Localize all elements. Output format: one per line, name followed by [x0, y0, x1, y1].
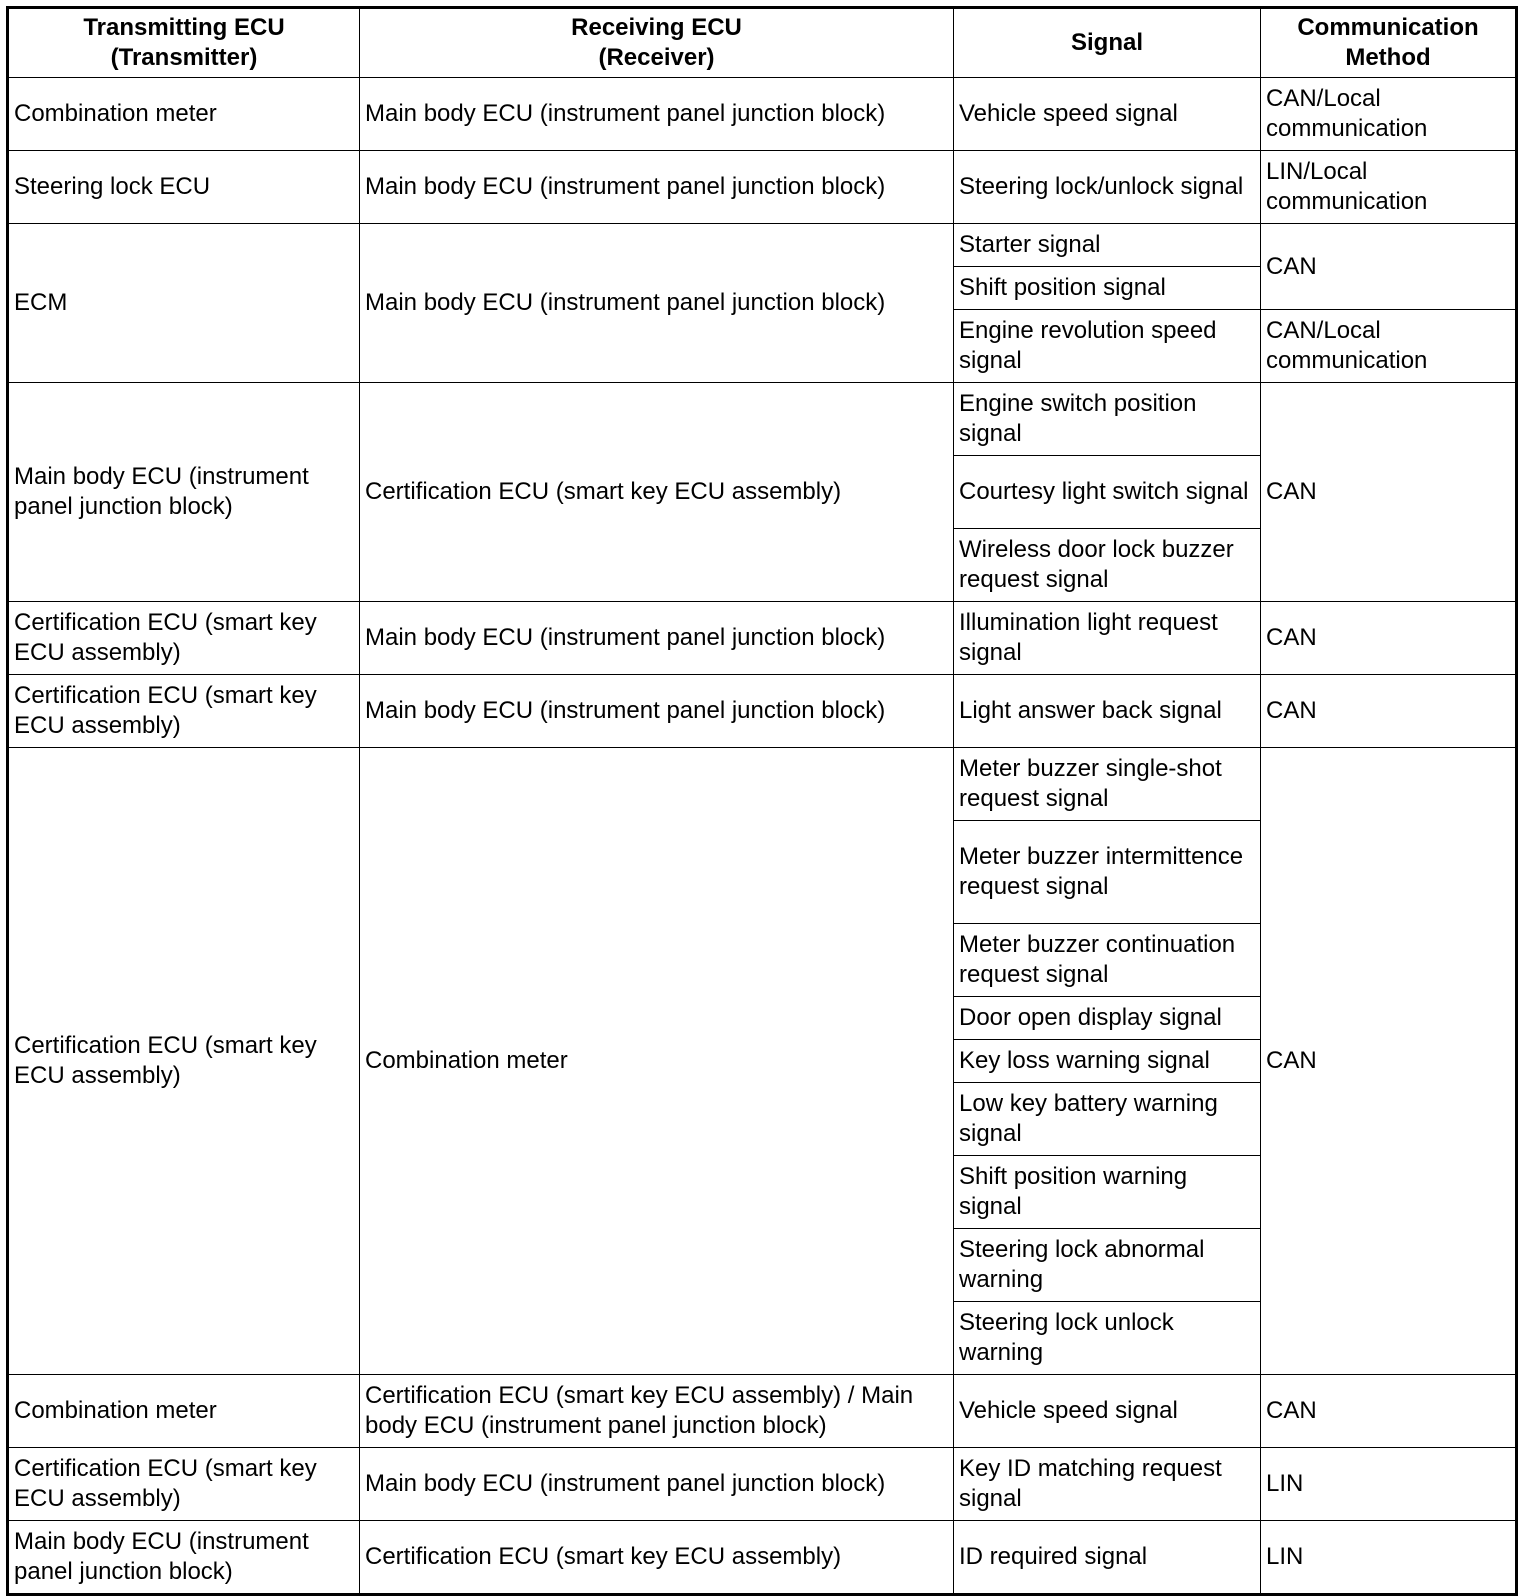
transmitter-cell: Certification ECU (smart key ECU assembly): [8, 1448, 360, 1521]
transmitter-cell: Main body ECU (instrument panel junction block): [8, 383, 360, 602]
signal-cell: Engine revolution speed signal: [954, 310, 1261, 383]
signal-cell: Vehicle speed signal: [954, 78, 1261, 151]
ecu-communication-table: [6, 6, 1518, 1596]
header-receiver-line1: Receiving ECU: [571, 14, 742, 41]
method-cell: CAN: [1261, 748, 1517, 1375]
signal-cell: Key ID matching request signal: [954, 1448, 1261, 1521]
signal-cell: ID required signal: [954, 1521, 1261, 1595]
receiver-cell: Main body ECU (instrument panel junction block): [360, 602, 954, 675]
table-row: [8, 1448, 1517, 1521]
signal-cell: Key loss warning signal: [954, 1040, 1261, 1083]
header-row: [8, 8, 1517, 78]
method-cell: CAN: [1261, 224, 1517, 310]
header-transmitter: [8, 8, 360, 78]
receiver-cell: Certification ECU (smart key ECU assembly) / Main body ECU (instrument panel junction block): [360, 1375, 954, 1448]
table-row: [8, 383, 1517, 456]
signal-cell: Door open display signal: [954, 997, 1261, 1040]
header-method-line2: Method: [1345, 44, 1431, 71]
receiver-cell: Main body ECU (instrument panel junction block): [360, 78, 954, 151]
transmitter-cell: Main body ECU (instrument panel junction block): [8, 1521, 360, 1595]
method-cell: CAN: [1261, 1375, 1517, 1448]
method-cell: CAN/Local communication: [1261, 310, 1517, 383]
signal-cell: Meter buzzer single-shot request signal: [954, 748, 1261, 821]
transmitter-cell: Combination meter: [8, 78, 360, 151]
transmitter-cell: Combination meter: [8, 1375, 360, 1448]
signal-cell: Courtesy light switch signal: [954, 456, 1261, 529]
signal-cell: Meter buzzer intermittence request signal: [954, 821, 1261, 924]
method-cell: CAN: [1261, 383, 1517, 602]
signal-cell: Shift position signal: [954, 267, 1261, 310]
method-cell: CAN/Local communication: [1261, 78, 1517, 151]
header-receiver: [360, 8, 954, 78]
signal-cell: Shift position warning signal: [954, 1156, 1261, 1229]
method-cell: LIN/Local communication: [1261, 151, 1517, 224]
method-cell: LIN: [1261, 1521, 1517, 1595]
signal-cell: Engine switch position signal: [954, 383, 1261, 456]
receiver-cell: Certification ECU (smart key ECU assembly): [360, 383, 954, 602]
transmitter-cell: Certification ECU (smart key ECU assembly): [8, 602, 360, 675]
method-cell: CAN: [1261, 675, 1517, 748]
transmitter-cell: ECM: [8, 224, 360, 383]
table-row: [8, 224, 1517, 267]
table-row: [8, 78, 1517, 151]
signal-cell: Steering lock/unlock signal: [954, 151, 1261, 224]
receiver-cell: Main body ECU (instrument panel junction block): [360, 224, 954, 383]
signal-cell: Wireless door lock buzzer request signal: [954, 529, 1261, 602]
receiver-cell: Main body ECU (instrument panel junction block): [360, 151, 954, 224]
header-signal: Signal: [954, 8, 1261, 78]
table-row: [8, 1375, 1517, 1448]
table-row: [8, 1521, 1517, 1595]
receiver-cell: Combination meter: [360, 748, 954, 1375]
table-row: [8, 748, 1517, 821]
header-method: [1261, 8, 1517, 78]
signal-cell: Starter signal: [954, 224, 1261, 267]
signal-cell: Vehicle speed signal: [954, 1375, 1261, 1448]
header-method-line1: Communication: [1297, 14, 1479, 41]
transmitter-cell: Certification ECU (smart key ECU assembly): [8, 748, 360, 1375]
signal-cell: Steering lock abnormal warning: [954, 1229, 1261, 1302]
header-receiver-line2: (Receiver): [598, 44, 715, 71]
method-cell: CAN: [1261, 602, 1517, 675]
signal-cell: Light answer back signal: [954, 675, 1261, 748]
transmitter-cell: Steering lock ECU: [8, 151, 360, 224]
signal-cell: Steering lock unlock warning: [954, 1302, 1261, 1375]
table-row: [8, 151, 1517, 224]
header-transmitter-line2: (Transmitter): [110, 44, 258, 71]
table-row: [8, 602, 1517, 675]
receiver-cell: Main body ECU (instrument panel junction block): [360, 675, 954, 748]
header-transmitter-line1: Transmitting ECU: [83, 14, 285, 41]
signal-cell: Meter buzzer continuation request signal: [954, 924, 1261, 997]
transmitter-cell: Certification ECU (smart key ECU assembly): [8, 675, 360, 748]
signal-cell: Illumination light request signal: [954, 602, 1261, 675]
receiver-cell: Certification ECU (smart key ECU assembly): [360, 1521, 954, 1595]
method-cell: LIN: [1261, 1448, 1517, 1521]
receiver-cell: Main body ECU (instrument panel junction block): [360, 1448, 954, 1521]
signal-cell: Low key battery warning signal: [954, 1083, 1261, 1156]
table-row: [8, 675, 1517, 748]
